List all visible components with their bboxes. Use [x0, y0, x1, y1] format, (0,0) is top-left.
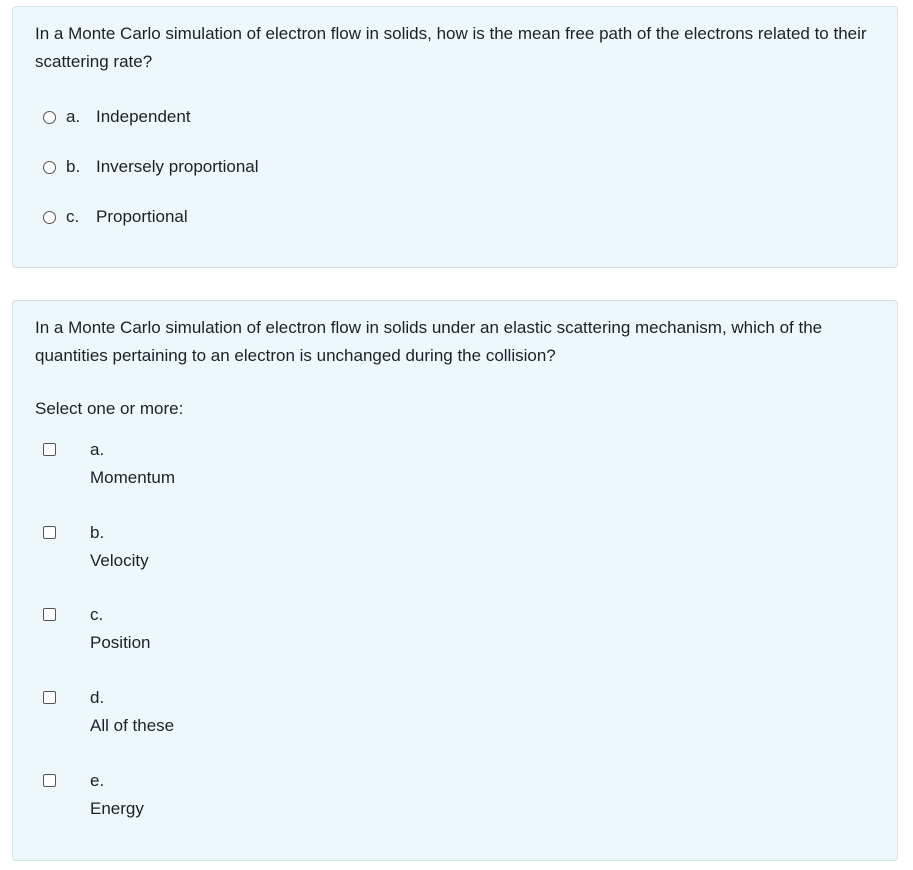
- option-c-checkbox-row[interactable]: [43, 604, 343, 658]
- option-letter: a.: [90, 440, 105, 459]
- option-label: Proportional: [96, 207, 188, 226]
- option-letter: e.: [90, 771, 105, 790]
- radio-button[interactable]: [43, 211, 56, 224]
- option-b-checkbox-row[interactable]: [43, 522, 343, 576]
- checkbox[interactable]: [43, 608, 56, 621]
- option-label: Momentum: [90, 468, 176, 487]
- option-a-radio-row[interactable]: [43, 105, 191, 129]
- question-card-1: [12, 6, 898, 268]
- option-letter: c.: [90, 605, 104, 624]
- option-a-checkbox-row[interactable]: [43, 439, 343, 493]
- radio-button[interactable]: [43, 111, 56, 124]
- option-label: Velocity: [90, 551, 149, 570]
- option-letter: a.: [66, 107, 81, 126]
- radio-button[interactable]: [43, 161, 56, 174]
- question-text: In a Monte Carlo simulation of electron flow in solids, how is the mean free path of the electrons related to their scattering rate?: [35, 24, 867, 71]
- option-e-checkbox-row[interactable]: [43, 770, 343, 824]
- option-letter: b.: [90, 523, 105, 542]
- option-label: Independent: [96, 107, 191, 126]
- option-b-radio-row[interactable]: [43, 155, 259, 179]
- option-label: Position: [90, 633, 151, 652]
- select-hint: Select one or more:: [35, 399, 184, 418]
- option-label: Energy: [90, 799, 144, 818]
- checkbox[interactable]: [43, 691, 56, 704]
- checkbox[interactable]: [43, 443, 56, 456]
- option-letter: c.: [66, 207, 80, 226]
- option-label: Inversely proportional: [96, 157, 259, 176]
- checkbox[interactable]: [43, 774, 56, 787]
- option-letter: b.: [66, 157, 81, 176]
- question-text: In a Monte Carlo simulation of electron flow in solids under an elastic scattering mechanism, which of the quantities pertaining to an electron is unchanged during the collision?: [35, 318, 823, 365]
- checkbox[interactable]: [43, 526, 56, 539]
- question-card-2: [12, 300, 898, 861]
- option-letter: d.: [90, 688, 105, 707]
- option-d-checkbox-row[interactable]: [43, 687, 343, 741]
- option-label: All of these: [90, 716, 175, 735]
- option-c-radio-row[interactable]: [43, 205, 188, 229]
